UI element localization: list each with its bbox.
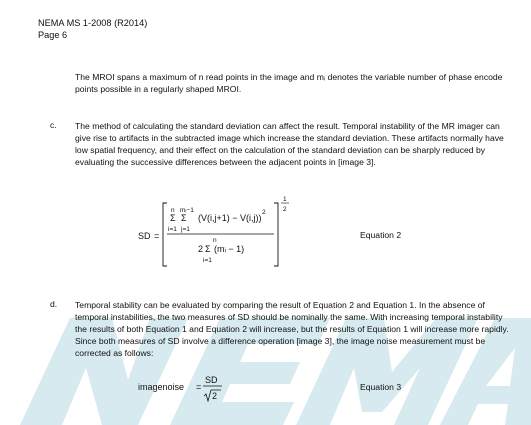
eq2-numerator-exponent: 2 [262, 209, 266, 216]
eq2-sum-inner-sign: Σ [181, 213, 187, 223]
eq2-sum-outer-bottom: i=1 [168, 226, 177, 233]
eq2-den-body: (mᵢ − 1) [214, 244, 245, 254]
eq3-numerator: SD [205, 375, 218, 385]
eq3-equals: = [196, 382, 202, 392]
eq2-equals: = [154, 231, 160, 241]
eq2-den-coefficient: 2 [198, 244, 204, 254]
equation-2 [138, 196, 289, 266]
equation-2-label: Equation 2 [360, 230, 402, 240]
eq2-den-sum-bottom: i=1 [203, 257, 212, 264]
document-standard-id: NEMA MS 1-2008 (R2014) [38, 18, 148, 28]
eq3-denominator: 2 [212, 391, 218, 401]
eq2-sum-outer-sign: Σ [170, 213, 176, 223]
eq2-left-bracket [163, 203, 167, 266]
eq2-outer-exp-numerator: 1 [283, 196, 287, 203]
page-number: Page 6 [38, 30, 68, 40]
item-c-label: c. [50, 120, 57, 130]
eq2-den-sum-top: n [213, 237, 217, 244]
eq2-sum-outer-top: n [171, 207, 175, 214]
item-d-label: d. [50, 299, 58, 309]
item-c-paragraph: The method of calculating the standard deviation can affect the result. Temporal instability of the MR imager can give rise to artifacts in the subtracted image which increase the standard deviation. These artifacts normally have low spatial frequency, and their effect on the calculation of the standard deviation can be sharply reduced by evaluating the successive differences between the adjacent points in [image 3]. [75, 121, 504, 168]
item-d-paragraph: Temporal stability can be evaluated by comparing the result of Equation 2 and Equation 1. In the absence of temporal instabilities, the two measures of SD should be nominally the same. With increasing temporal instability the results of both Equation 1 and Equation 2 will increase, but the results of Equation 1 will increase more rapidly. Since both measures of SD involve a difference operation [image 3], the image noise measurement must be corrected as follows: [75, 300, 509, 359]
eq3-lhs: imagenoise [138, 382, 185, 392]
eq2-sum-inner-bottom: j=1 [181, 226, 190, 233]
equation-3 [138, 375, 222, 401]
eq2-sum-inner-top: mᵢ−1 [180, 207, 194, 214]
equation-3-label: Equation 3 [360, 382, 402, 392]
eq2-outer-exp-denominator: 2 [283, 206, 287, 213]
eq2-numerator-body: (V(i,j+1) − V(i,j)) [198, 213, 262, 223]
eq2-den-sum-sign: Σ [205, 244, 211, 254]
eq2-right-bracket [274, 203, 278, 266]
eq2-lhs: SD [138, 231, 151, 241]
mroi-paragraph: The MROI spans a maximum of n read points in the image and mᵢ denotes the variable number of phase encode points possible in a regularly shaped MROI. [75, 72, 503, 95]
